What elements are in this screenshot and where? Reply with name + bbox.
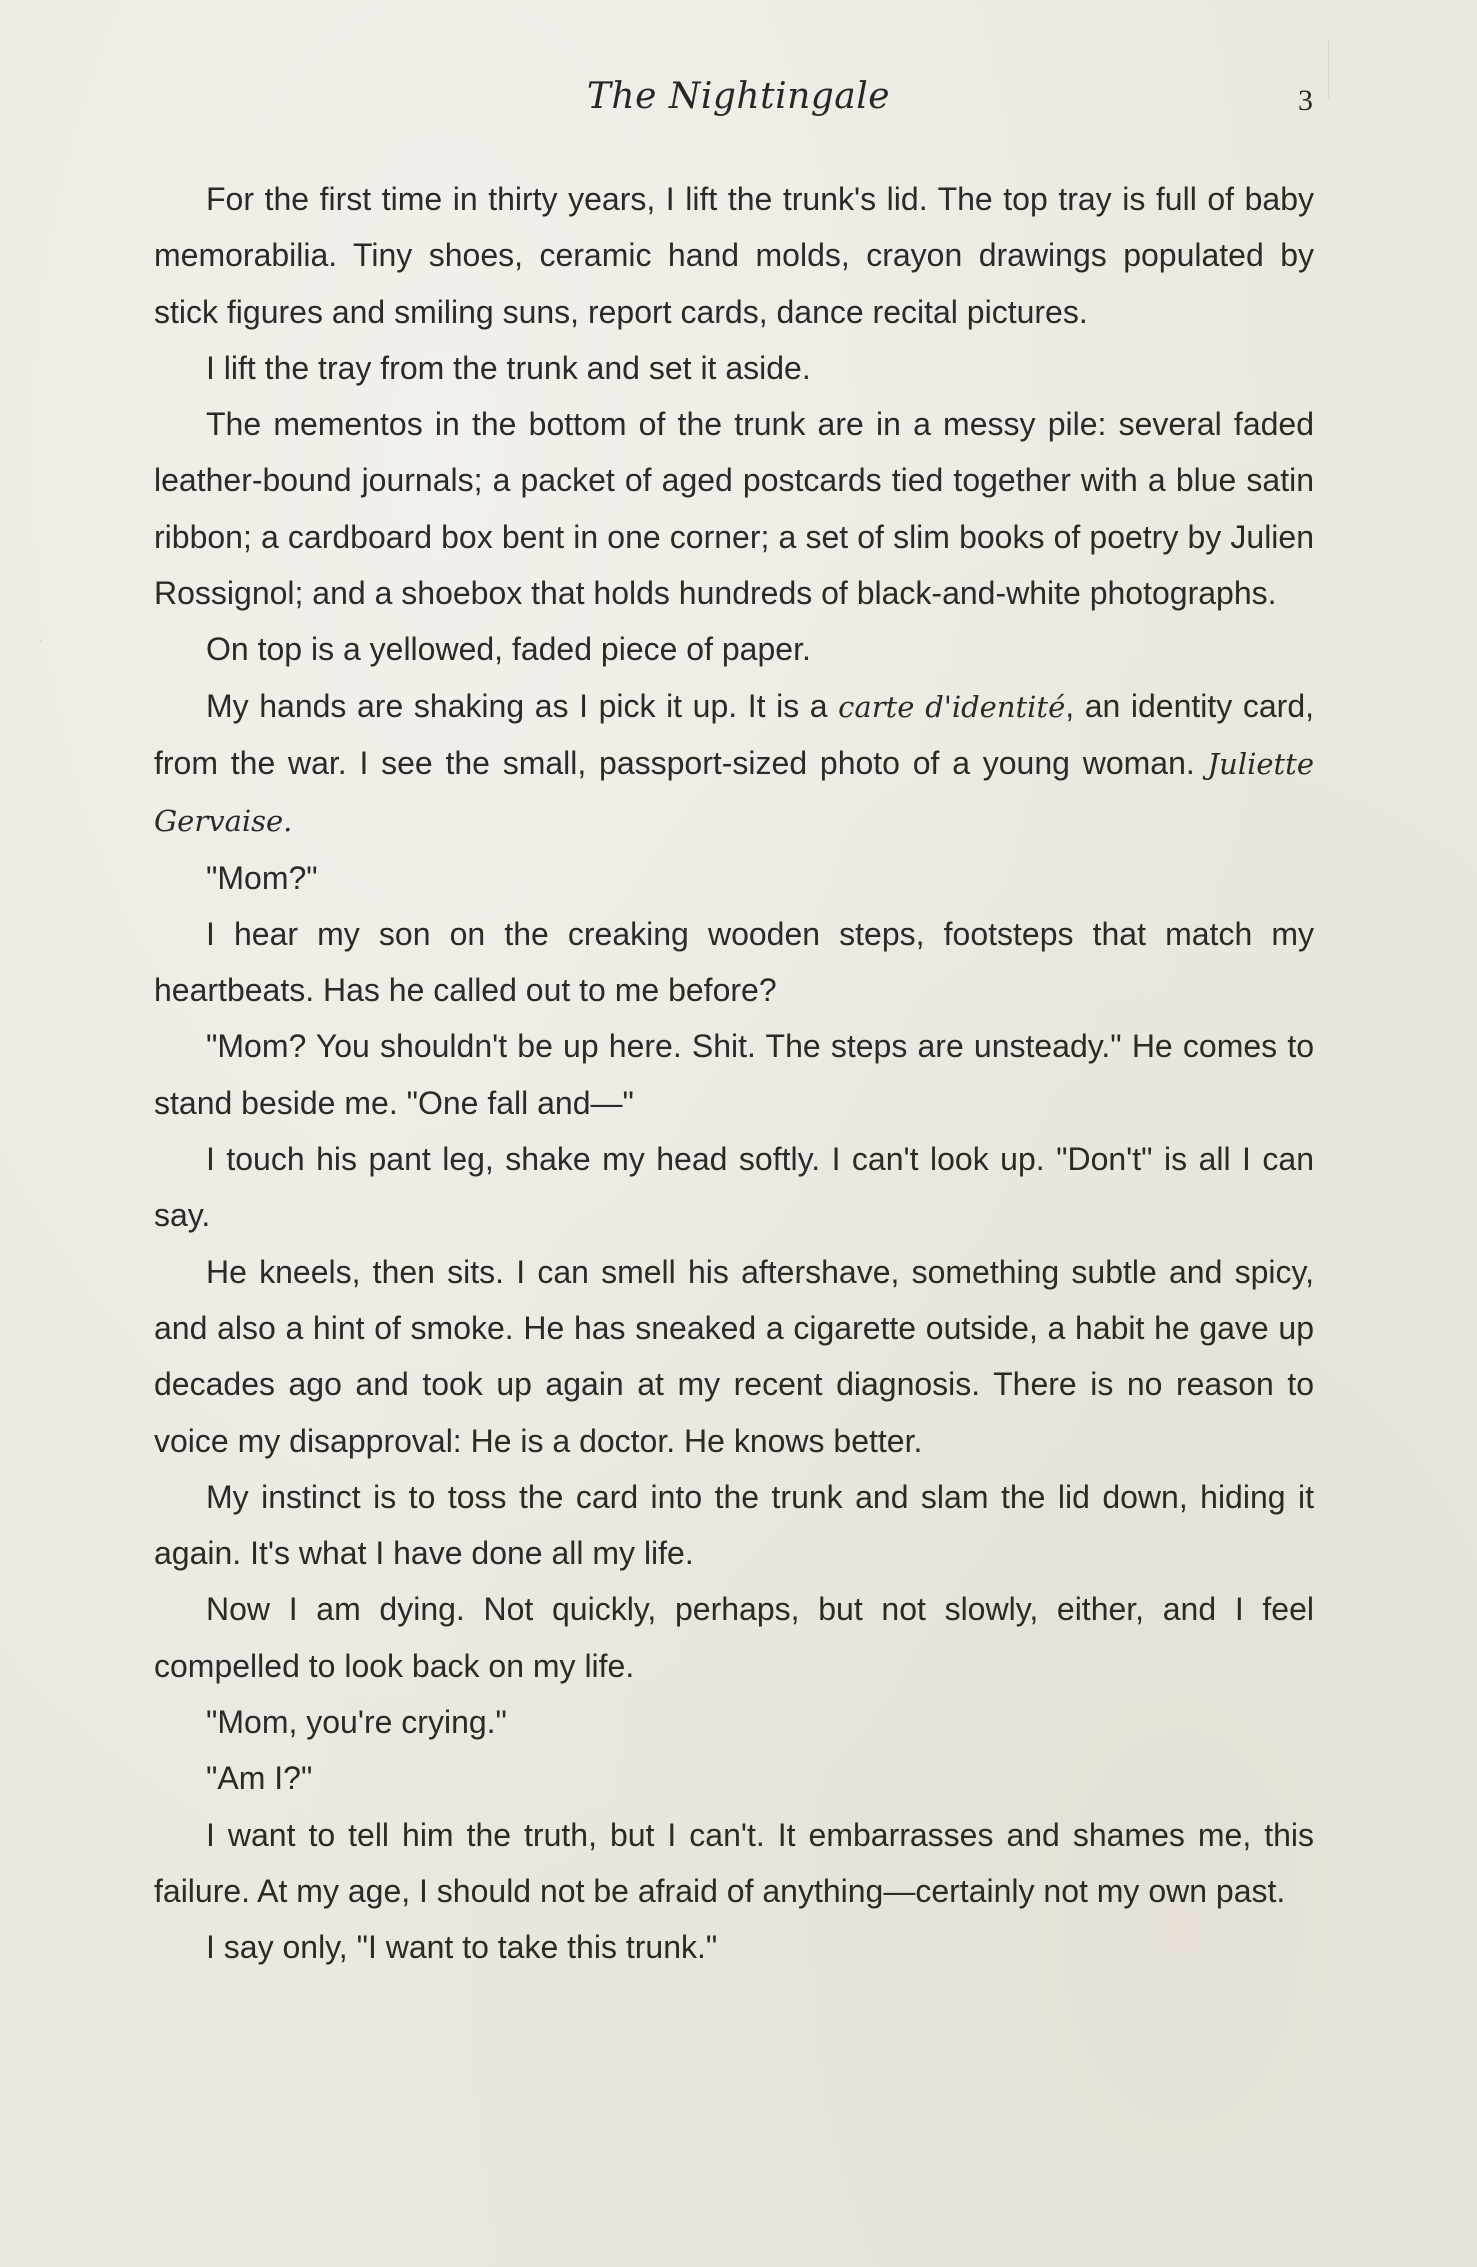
paragraph (154, 906, 1314, 1019)
paragraph-text: On top is a yellowed, faded piece of paper. (206, 631, 811, 668)
paragraph (154, 1750, 1314, 1806)
paragraph (154, 1244, 1314, 1469)
paragraph (154, 1919, 1314, 1975)
paragraph (154, 1018, 1314, 1131)
paragraph-text: I lift the tray from the trunk and set it aside. (206, 349, 811, 386)
paragraph (154, 1469, 1314, 1582)
page-header (0, 76, 1477, 136)
paragraph (154, 396, 1314, 621)
paper-speck (40, 640, 42, 642)
italic-term: carte d'identité (838, 689, 1066, 724)
paragraph-text: "Am I?" (206, 1760, 313, 1797)
paragraph-text: I touch his pant leg, shake my head softly. I can't look up. "Don't" is all I can say. (154, 1141, 1314, 1234)
paragraph (154, 1807, 1314, 1920)
paragraph (154, 340, 1314, 396)
paragraph (154, 1131, 1314, 1244)
paragraph-text: , an identity card, from the war. I see the small, passport-sized photo of a young woman. (154, 687, 1315, 781)
paragraph-text: "Mom?" (206, 859, 318, 896)
page-number: 3 (1298, 84, 1313, 117)
paragraph-text: My instinct is to toss the card into the trunk and slam the lid down, hiding it again. It's what I have done all my life. (154, 1478, 1314, 1572)
paragraph-text: For the first time in thirty years, I lift the trunk's lid. The top tray is full of baby memorabilia. Tiny shoes, ceramic hand molds, crayon drawings populated by stick figures and smiling suns, report cards, dance recital pictures. (154, 181, 1314, 330)
paragraph-text: My hands are shaking as I pick it up. It is a (206, 687, 839, 724)
paragraph-text: Now I am dying. Not quickly, perhaps, but not slowly, either, and I feel compelled to look back on my life. (154, 1591, 1314, 1684)
paragraph-text: I say only, "I want to take this trunk." (206, 1929, 718, 1966)
paragraph-text: I hear my son on the creaking wooden steps, footsteps that match my heartbeats. Has he called out to me before? (154, 915, 1314, 1009)
paragraph (154, 1581, 1314, 1694)
paragraph-text: The mementos in the bottom of the trunk are in a messy pile: several faded leather-bound journals; a packet of aged postcards tied together with a blue satin ribbon; a cardboard box bent in one corner; a set of slim books of poetry by Julien Rossignol; and a shoebox that holds hundreds of black-and-white photographs. (154, 406, 1314, 612)
italic-name: Juliette Gervaise. (154, 746, 1314, 839)
paragraph (154, 1694, 1314, 1750)
paragraph (154, 850, 1314, 906)
paragraph-text: I want to tell him the truth, but I can't. It embarrasses and shames me, this failure. At my age, I should not be afraid of anything—certainly not my own past. (154, 1816, 1314, 1909)
paragraph-text: "Mom? You shouldn't be up here. Shit. The steps are unsteady." He comes to stand beside me. "One fall and—" (154, 1028, 1314, 1121)
body-text (154, 171, 1314, 1976)
running-title: The Nightingale (586, 76, 891, 117)
paragraph (154, 621, 1314, 677)
paragraph (154, 678, 1314, 850)
paragraph-text: He kneels, then sits. I can smell his aftershave, something subtle and spicy, and also a hint of smoke. He has sneaked a cigarette outside, a habit he gave up decades ago and took up again at my recent diagnosis. There is no reason to voice my disapproval: He is a doctor. He knows better. (154, 1253, 1314, 1459)
paragraph (154, 171, 1314, 340)
paragraph-text: "Mom, you're crying." (206, 1704, 507, 1741)
